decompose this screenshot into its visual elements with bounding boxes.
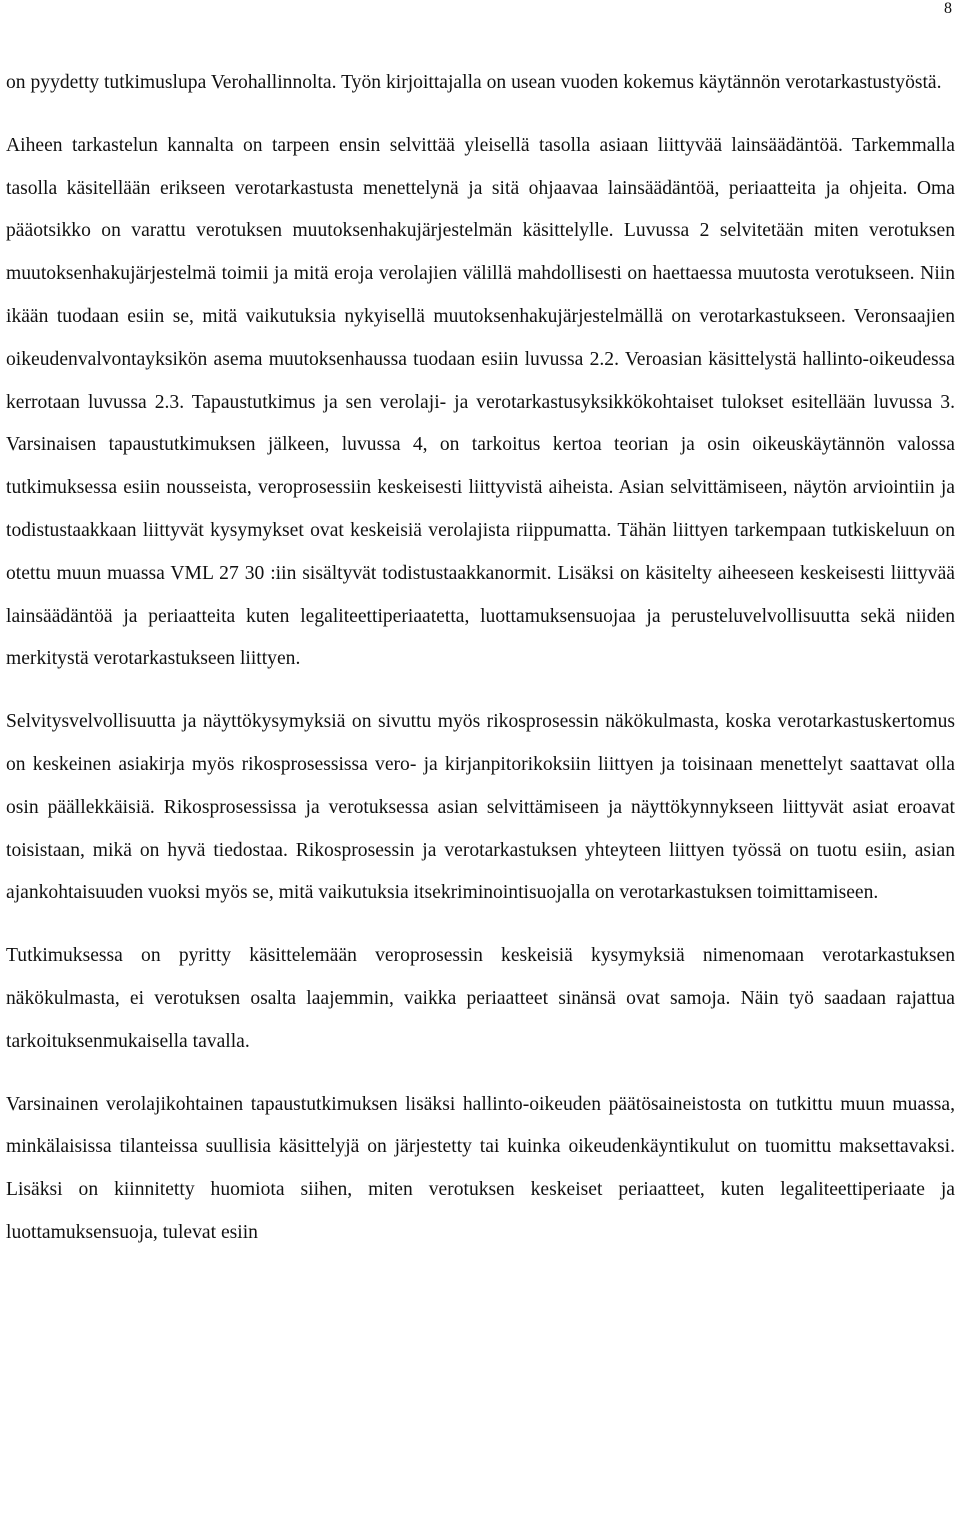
- paragraph: on pyydetty tutkimuslupa Verohallinnolta. Työn kirjoittajalla on usean vuoden kokemus käytännön verotarkastustyöstä.: [6, 72, 942, 93]
- body-text: [6, 62, 955, 1255]
- page-number: 8: [944, 0, 952, 17]
- paragraph: Selvitysvelvollisuutta ja näyttökysymyksiä on sivuttu myös rikosprosessin näkökulmasta, koska verotarkastuskertomus on keskeinen asiakirja myös rikosprosessissa vero- ja kirjanpitorikoksiin liittyen ja toisinaan menettelyt saattavat olla osin päällekkäisiä. Rikosprosessissa ja verotuksessa asian selvittämiseen ja näyttökynnykseen liittyvät asiat eroavat toisistaan, mikä on hyvä tiedostaa. Rikosprosessin ja verotarkastuksen yhteyteen liittyen työssä on tuotu esiin, asian ajankohtaisuuden vuoksi myös se, mitä vaikutuksia itsekriminointisuojalla on verotarkastuksen toimittamiseen.: [6, 711, 955, 904]
- paragraph: Tutkimuksessa on pyritty käsittelemään veroprosessin keskeisiä kysymyksiä nimenomaan verotarkastuksen näkökulmasta, ei verotuksen osalta laajemmin, vaikka periaatteet sinänsä ovat samoja. Näin työ saadaan rajattua tarkoituksenmukaisella tavalla.: [6, 945, 955, 1052]
- paragraph: Varsinainen verolajikohtainen tapaustutkimuksen lisäksi hallinto-oikeuden päätösaineistosta on tutkittu muun muassa, minkälaisissa tilanteissa suullisia käsittelyjä on järjestetty tai kuinka oikeudenkäyntikulut on tuomittu maksettavaksi. Lisäksi on kiinnitetty huomiota siihen, miten verotuksen keskeiset periaatteet, kuten legaliteettiperiaate ja luottamuksensuoja, tulevat esiin: [6, 1093, 955, 1243]
- paragraph: Aiheen tarkastelun kannalta on tarpeen ensin selvittää yleisellä tasolla asiaan liittyvää lainsäädäntöä. Tarkemmalla tasolla käsitellään erikseen verotarkastusta menettelynä ja sitä ohjaavaa lainsäädäntöä, periaatteita ja ohjeita. Oma pääotsikko on varattu verotuksen muutoksenhakujärjestelmän käsittelylle. Luvussa 2 selvitetään miten verotuksen muutoksenhakujärjestelmä toimii ja mitä eroja verolajien välillä mahdollisesti on haettaessa muutosta verotukseen. Niin ikään tuodaan esiin se, mitä vaikutuksia nykyisellä muutoksenhakujärjestelmällä on verotarkastukseen. Veronsaajien oikeudenvalvontayksikön asema muutoksenhaussa tuodaan esiin luvussa 2.2. Veroasian käsittelystä hallinto-oikeudessa kerrotaan luvussa 2.3. Tapaustutkimus ja sen verolaji- ja verotarkastusyksikkökohtaiset tulokset esitellään luvussa 3. Varsinaisen tapaustutkimuksen jälkeen, luvussa 4, on tarkoitus kertoa teorian ja osin oikeuskäytännön valossa tutkimuksessa esiin nousseista, veroprosessiin keskeisesti liittyvistä aiheista. Asian selvittämiseen, näytön arviointiin ja todistustaakkaan liittyvät kysymykset ovat keskeisiä verolajista riippumatta. Tähän liittyen tarkempaan tutkiskeluun on otettu muun muassa VML 27 30 :iin sisältyvät todistustaakkanormit. Lisäksi on käsitelty aiheeseen keskeisesti liittyvää lainsäädäntöä ja periaatteita kuten legaliteettiperiaatetta, luottamuksensuojaa ja perusteluvelvollisuutta sekä niiden merkitystä verotarkastukseen liittyen.: [6, 134, 955, 670]
